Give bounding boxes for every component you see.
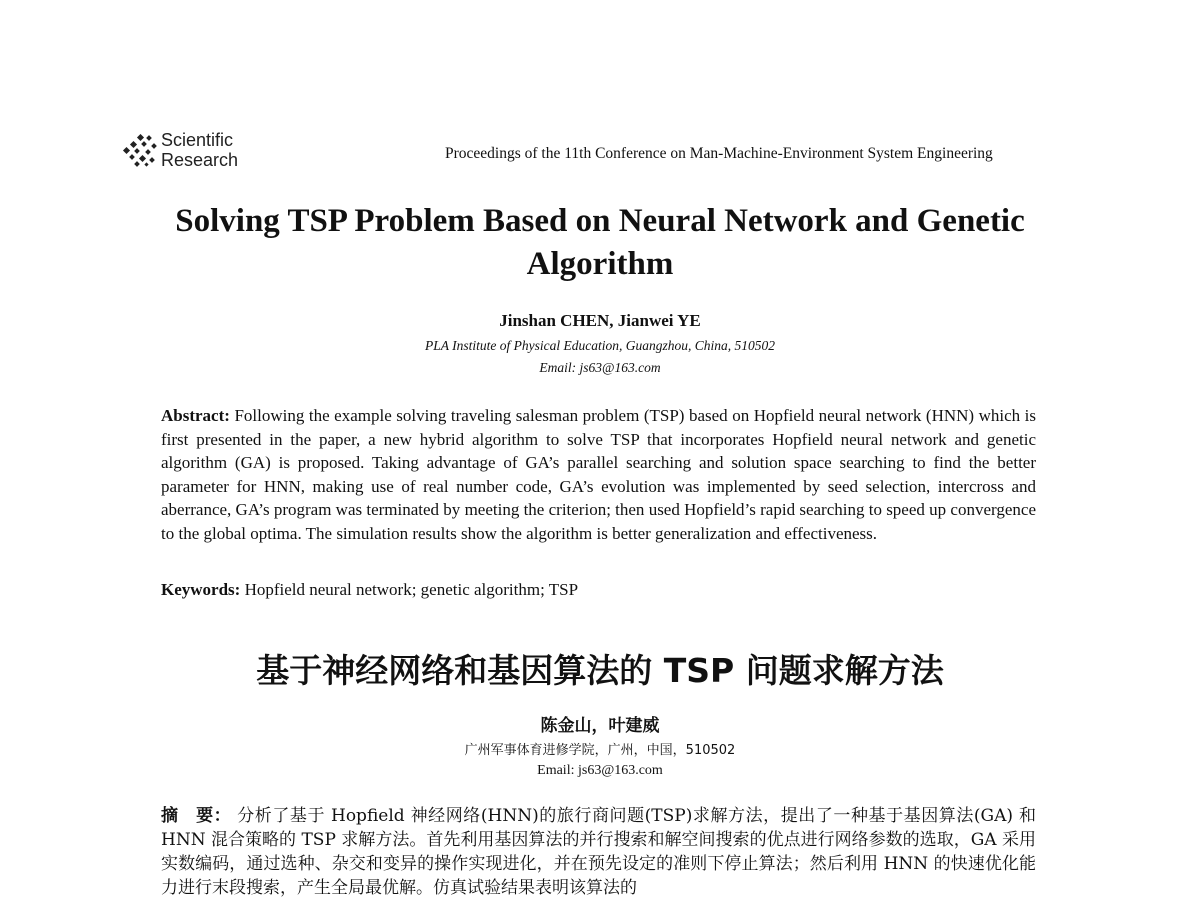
paper-title: Solving TSP Problem Based on Neural Network and Genetic Algorithm [175,203,1025,282]
logo-wordmark [161,130,238,170]
proceedings-header: Proceedings of the 11th Conference on Man-Machine-Environment System Engineering [445,145,993,162]
chinese-abstract-label: 摘 要： [161,806,232,826]
abstract-text: Following the example solving traveling salesman problem (TSP) based on Hopfield neural network (HNN) which is first presented in the paper, a new hybrid algorithm to solve TSP that incorporates Hopfield neural network and genetic algorithm (GA) is proposed. Taking advantage of GA’s parallel searching and solution space searching to find the better parameter for HNN, making use of real number code, GA’s evolution was implemented by seed selection, intercross and aberrance, GA’s program was terminated by meeting the criterion; then used Hopfield’s rapid searching to speed up convergence to the global optima. The simulation results show the algorithm is better generalization and effectiveness. [161,406,1036,543]
chinese-abstract-text: 分析了基于 Hopfield 神经网络(HNN)的旅行商问题(TSP)求解方法，提出了一种基于基因算法(GA) 和 HNN 混合策略的 TSP 求解方法。首先利用基因算法的并行搜索和解空间搜索的优点进行网络参数的选取，GA 采用实数编码，通过选种、杂交和变异的操作实现进化，并在预先设定的准则下停止算法；然后利用 HNN 的快速优化能力进行末段搜索，产生全局最优解。仿真试验结果表明该算法的 [161,806,1036,898]
logo-line-2: Research [161,150,239,170]
keywords [161,580,1036,600]
keywords-label: Keywords: [161,580,241,599]
chinese-email: Email: js63@163.com [537,763,663,778]
chinese-abstract [161,804,1036,900]
keywords-text: Hopfield neural network; genetic algorithm; TSP [244,580,579,599]
paper-authors: Jinshan CHEN, Jianwei YE [499,311,701,330]
chinese-affiliation: 广州军事体育进修学院，广州，中国，510502 [464,743,736,758]
logo-line-1: Scientific [161,130,234,150]
paper-affiliation: PLA Institute of Physical Education, Guangzhou, China, 510502 [425,338,775,353]
abstract [161,404,1036,545]
publisher-logo [120,130,250,174]
chinese-title: 基于神经网络和基因算法的 TSP 问题求解方法 [256,651,944,690]
scientific-research-logo-icon [120,134,158,168]
abstract-label: Abstract: [161,406,230,425]
chinese-authors: 陈金山，叶建威 [540,716,660,736]
paper-email: Email: js63@163.com [539,360,661,375]
